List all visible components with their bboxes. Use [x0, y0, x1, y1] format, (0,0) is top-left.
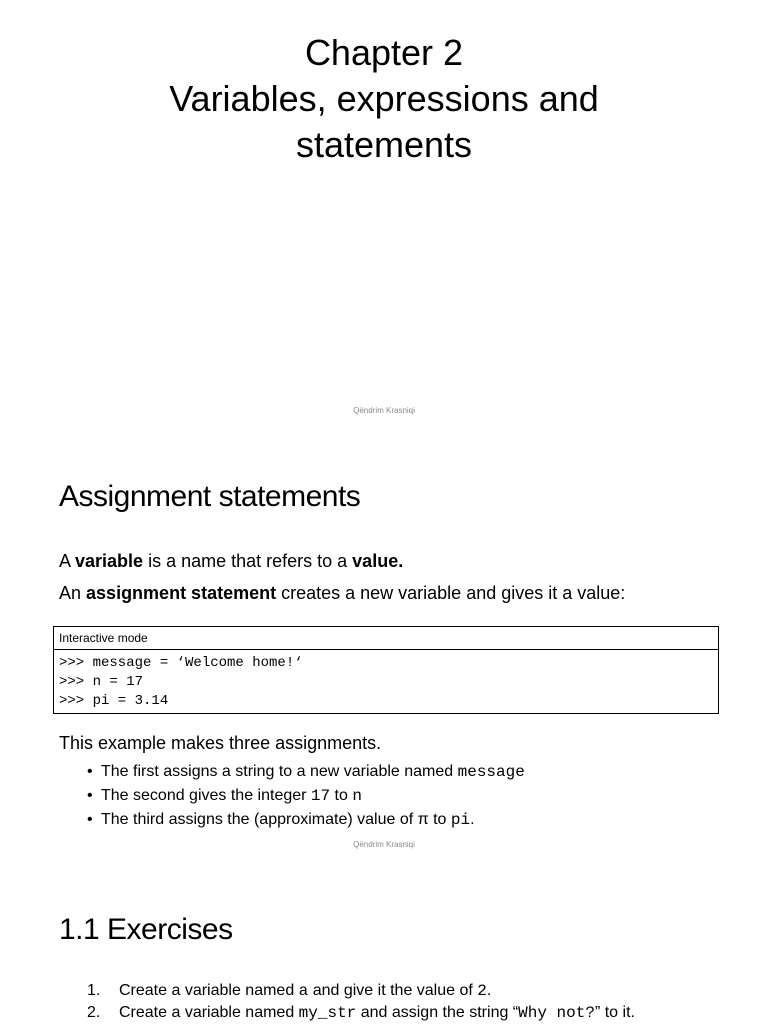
- slide-footer: Qëndrim Krasniqi: [353, 406, 415, 415]
- code-inline: 17: [310, 787, 331, 805]
- text-segment: ” to it.: [594, 1004, 635, 1021]
- title-line-1: Chapter 2: [304, 32, 464, 73]
- term-assignment-statement: assignment statement: [86, 583, 277, 603]
- list-item: [87, 760, 525, 784]
- text-segment: Create a variable named: [119, 982, 299, 999]
- code-line: >>> n = 17: [59, 674, 144, 690]
- bullet-glyph: •: [87, 787, 93, 804]
- text-segment: The third assigns the (approximate) value of π to: [101, 811, 451, 828]
- text-segment: is a name that refers to a: [143, 551, 353, 571]
- text-segment: .: [470, 811, 475, 828]
- title-line-3: statements: [295, 124, 473, 165]
- code-line: >>> pi = 3.14: [59, 693, 169, 709]
- term-variable: variable: [75, 551, 144, 571]
- text-segment: The second gives the integer: [101, 787, 311, 804]
- text-segment: The first assigns a string to a new variable named: [101, 763, 458, 780]
- code-inline: message: [457, 763, 525, 781]
- text-segment: .: [486, 982, 492, 999]
- list-item: [87, 784, 525, 808]
- code-inline: n: [352, 787, 362, 805]
- exercises-slide: [0, 868, 768, 1024]
- code-inline: pi: [450, 811, 471, 829]
- code-lines: [54, 650, 718, 711]
- slide-footer: Qëndrim Krasniqi: [353, 840, 415, 849]
- bullet-glyph: •: [87, 763, 93, 780]
- assignment-definition: [59, 582, 625, 604]
- code-box-header: Interactive mode: [54, 627, 718, 650]
- title-line-2: Variables, expressions and: [169, 78, 599, 119]
- text-segment: An: [59, 583, 87, 603]
- text-segment: to: [330, 787, 353, 804]
- code-inline: a: [298, 982, 309, 1000]
- code-line: >>> message = ‘Welcome home!‘: [59, 655, 303, 671]
- title-slide: [0, 0, 768, 434]
- example-summary: This example makes three assignments.: [59, 733, 382, 753]
- list-item: [87, 1002, 635, 1024]
- assignment-slide: [0, 434, 768, 868]
- text-segment: creates a new variable and gives it a value:: [276, 583, 626, 603]
- bullet-glyph: •: [87, 811, 93, 828]
- exercise-list: [87, 980, 635, 1024]
- bullet-list: [87, 760, 525, 832]
- code-inline: my_str: [298, 1004, 357, 1022]
- list-item: [87, 808, 525, 832]
- text-segment: A: [59, 551, 76, 571]
- item-number: 2.: [87, 1004, 101, 1021]
- code-inline: 2: [477, 982, 487, 1000]
- code-box: [53, 626, 719, 714]
- slide-title: [0, 30, 768, 168]
- variable-definition: [59, 550, 403, 572]
- term-value: value: [352, 551, 399, 571]
- text-segment: and assign the string “: [356, 1004, 519, 1021]
- text-segment: and give it the value of: [308, 982, 478, 999]
- list-item: [87, 980, 635, 1002]
- text-segment: .: [398, 551, 404, 571]
- slide-heading: Assignment statements: [59, 480, 361, 513]
- item-number: 1.: [87, 982, 101, 999]
- code-inline: Why not?: [518, 1004, 595, 1022]
- text-segment: Create a variable named: [119, 1004, 299, 1021]
- slide-heading: 1.1 Exercises: [59, 913, 233, 946]
